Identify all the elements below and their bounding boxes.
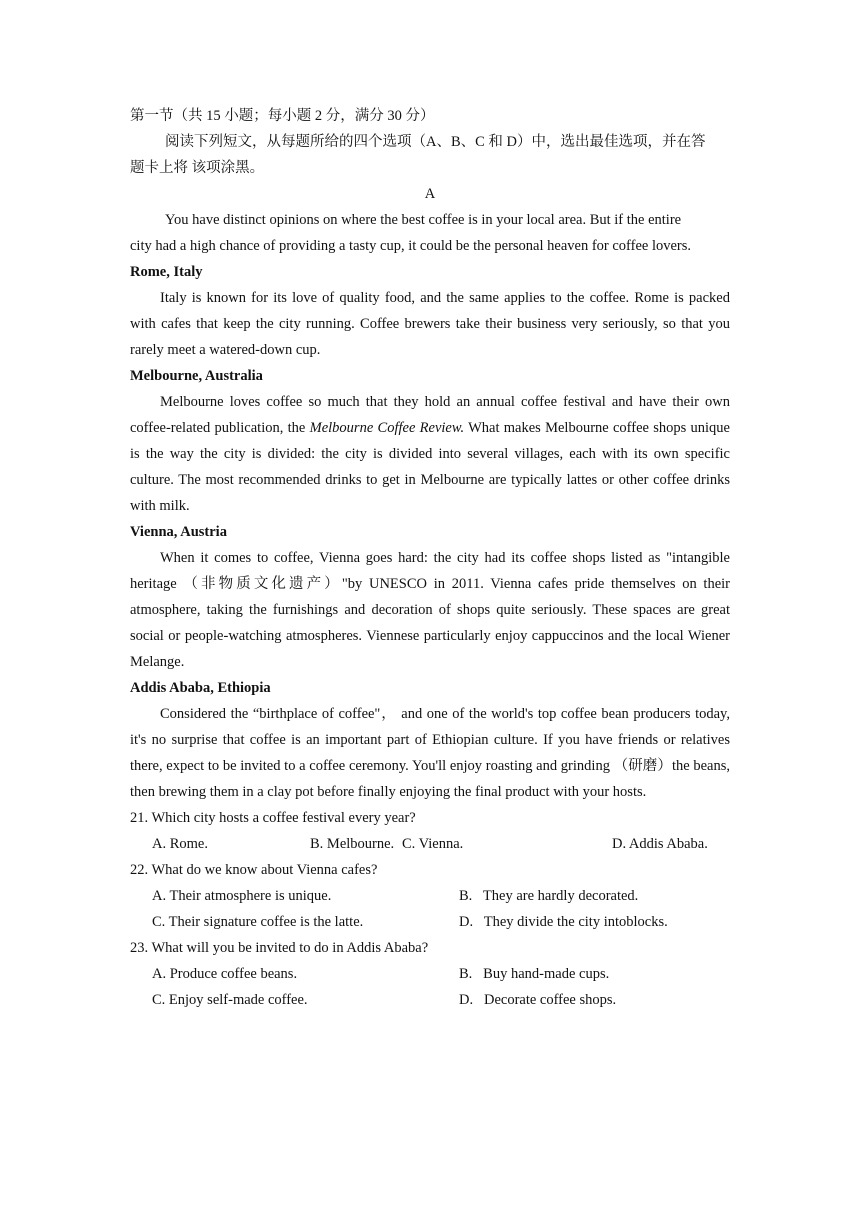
city-heading-melbourne: Melbourne, Australia: [130, 368, 263, 384]
intro-line-2: city had a high chance of providing a tasty cup, it could be the personal heaven for coffee lovers.: [130, 238, 692, 254]
option-b: B. Buy hand-made cups.: [459, 966, 610, 982]
option-d: D. They divide the city intoblocks.: [459, 914, 668, 930]
option-c: C. Their signature coffee is the latte.: [152, 914, 364, 930]
city-paragraph-melbourne: [130, 389, 730, 519]
question-21-options: [130, 831, 730, 857]
instructions-line-2: 题卡上将 该项涂黑。: [130, 160, 265, 176]
city-paragraph-addis-ababa: Considered the “birthplace of coffee"， and one of the world's top coffee bean producers today, it's no surprise that coffee is an important part of Ethiopian culture. If you have friends or relatives there, expect to be invited to a coffee ceremony. You'll enjoy roasting and grinding （研磨）the beans, then brewing them in a clay pot before finally enjoying the final product with your hosts.: [130, 706, 730, 800]
option-a: A. Their atmosphere is unique.: [152, 888, 332, 904]
intro-line-1: You have distinct opinions on where the best coffee is in your local area. But if the entire: [165, 212, 682, 228]
section-header: 第一节（共 15 小题；每小题 2 分，满分 30 分）: [130, 108, 435, 124]
option-a: A. Rome.: [152, 836, 208, 852]
option-d: D. Addis Ababa.: [612, 836, 708, 852]
city-heading-vienna: Vienna, Austria: [130, 524, 227, 540]
option-d: D. Decorate coffee shops.: [459, 992, 617, 1008]
question-22-options-row-1: [130, 883, 730, 909]
option-b: B. They are hardly decorated.: [459, 888, 639, 904]
option-a: A. Produce coffee beans.: [152, 966, 298, 982]
instructions-line-1: 阅读下列短文，从每题所给的四个选项（A、B、C 和 D）中，选出最佳选项，并在答: [165, 134, 706, 150]
city-heading-addis-ababa: Addis Ababa, Ethiopia: [130, 680, 271, 696]
city-paragraph-rome: Italy is known for its love of quality food, and the same applies to the coffee. Rome is packed with cafes that keep the city running. Coffee brewers take their business very seriously, so that you rarely meet a watered-down cup.: [130, 290, 730, 358]
reading-section: [130, 103, 730, 1013]
option-c: C. Enjoy self-made coffee.: [152, 992, 308, 1008]
passage-label: A: [424, 186, 436, 202]
publication-title: Melbourne Coffee Review.: [309, 420, 465, 436]
question-23-options-row-2: [130, 987, 730, 1013]
option-b: B. Melbourne.: [310, 836, 395, 852]
city-paragraph-vienna: When it comes to coffee, Vienna goes hard: the city had its coffee shops listed as "intangible heritage （非物质文化遗产）"by UNESCO in 2011. Vienna cafes pride themselves on their atmosphere, taking the furnishings and decoration of shops quite seriously. These spaces are great social or people-watching atmospheres. Viennese particularly enjoy cappuccinos and the local Wiener Melange.: [130, 550, 730, 670]
question-22-stem: 22. What do we know about Vienna cafes?: [130, 862, 378, 878]
question-22-options-row-2: [130, 909, 730, 935]
question-23-options-row-1: [130, 961, 730, 987]
question-23-stem: 23. What will you be invited to do in Addis Ababa?: [130, 940, 429, 956]
question-21-stem: 21. Which city hosts a coffee festival every year?: [130, 810, 416, 826]
option-c: C. Vienna.: [402, 836, 464, 852]
city-heading-rome: Rome, Italy: [130, 264, 203, 280]
melbourne-text-before: Melbourne loves coffee so much that they hold an annual coffee festival and have their own coffee-related publication, the: [130, 394, 730, 436]
melbourne-text-after: What makes Melbourne coffee shops unique is the way the city is divided: the city is divided into several villages, each with its own specific culture. The most recommended drinks to get in Melbourne are typically lattes or other coffee drinks with milk.: [130, 420, 730, 514]
